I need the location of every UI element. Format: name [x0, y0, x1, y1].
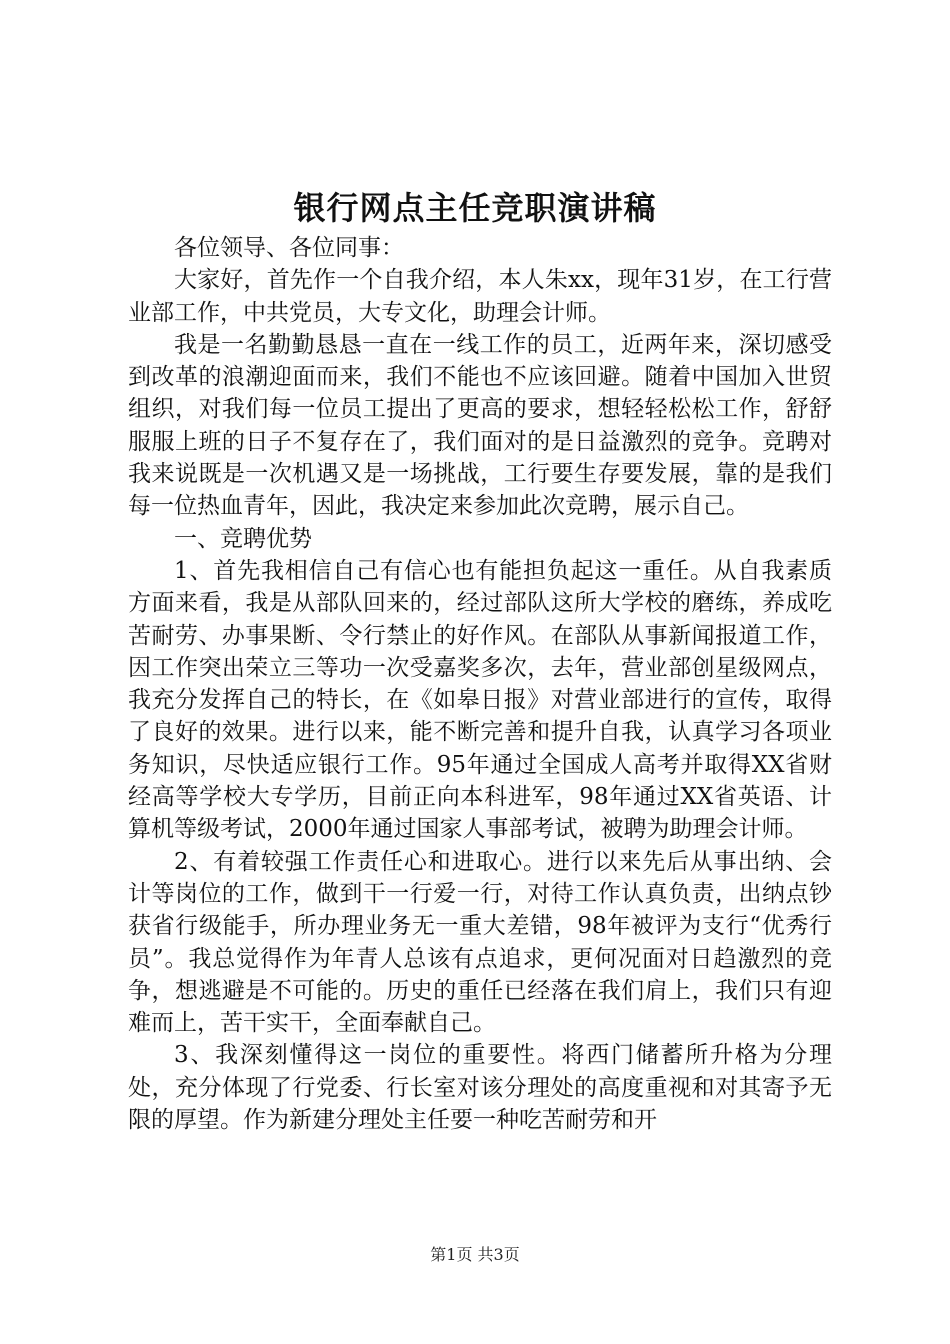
- page-footer: 第1页 共3页: [430, 1245, 520, 1264]
- document-title: 银行网点主任竞职演讲稿: [293, 189, 657, 227]
- advantage-paragraph-2: 2、有着较强工作责任心和进取心。进行以来先后从事出纳、会计等岗位的工作，做到干一行爱一行，对待工作认真负责，出纳点钞获省行级能手，所办理业务无一重大差错，98年被评为支行“优秀行员”。我总觉得作为年青人总该有点追求，更何况面对日趋激烈的竞争，想逃避是不可能的。历史的重任已经落在我们肩上，我们只有迎难而上，苦干实干，全面奉献自己。: [128, 848, 832, 1037]
- section-heading: 一、竞聘优势: [174, 525, 312, 552]
- introduction-paragraph: 大家好，首先作一个自我介绍，本人朱xx，现年31岁，在工行营业部工作，中共党员，大专文化，助理会计师。: [128, 267, 832, 326]
- document-body: [128, 232, 832, 1136]
- advantage-paragraph-3: 3、我深刻懂得这一岗位的重要性。将西门储蓄所升格为分理处，充分体现了行党委、行长室对该分理处的高度重视和对其寄予无限的厚望。作为新建分理处主任要一种吃苦耐劳和开: [128, 1042, 832, 1134]
- advantage-paragraph-1: 1、首先我相信自己有信心也有能担负起这一重任。从自我素质方面来看，我是从部队回来的，经过部队这所大学校的磨练，养成吃苦耐劳、办事果断、令行禁止的好作风。在部队从事新闻报道工作，因工作突出荣立三等功一次受嘉奖多次，去年，营业部创星级网点，我充分发挥自己的特长，在《如皋日报》对营业部进行的宣传，取得了良好的效果。进行以来，能不断完善和提升自我，认真学习各项业务知识，尽快适应银行工作。95年通过全国成人高考并取得XX省财经高等学校大专学历，目前正向本科进军，98年通过XX省英语、计算机等级考试，2000年通过国家人事部考试，被聘为助理会计师。: [128, 557, 832, 843]
- salutation-paragraph: 各位领导、各位同事：: [174, 235, 404, 261]
- motivation-paragraph: 我是一名勤勤恳恳一直在一线工作的员工，近两年来，深切感受到改革的浪潮迎面而来，我们不能也不应该回避。随着中国加入世贸组织，对我们每一位员工提出了更高的要求，想轻轻松松工作，舒舒服服上班的日子不复存在了，我们面对的是日益激烈的竞争。竞聘对我来说既是一次机遇又是一场挑战，工行要生存要发展，靠的是我们每一位热血青年，因此，我决定来参加此次竞聘，展示自己。: [128, 331, 832, 520]
